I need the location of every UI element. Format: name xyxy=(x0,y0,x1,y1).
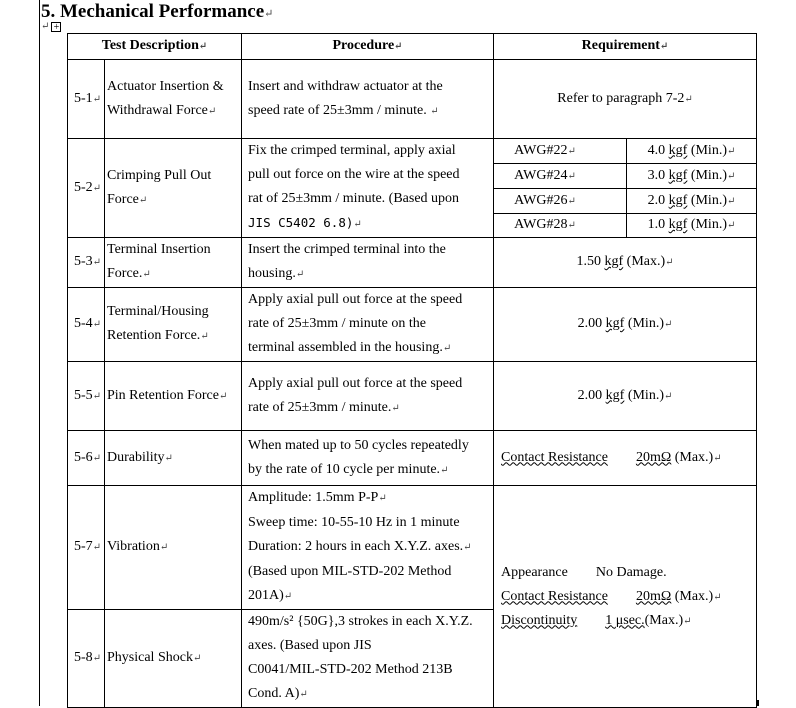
row-number: 5-6↵ xyxy=(68,431,105,486)
table-move-handle-icon[interactable]: + xyxy=(51,22,61,32)
awg-gauge: AWG#22↵ xyxy=(494,139,627,164)
procedure: Amplitude: 1.5mm P-P↵ Sweep time: 10-55-10 Hz in 1 minute Duration: 2 hours in each X.Y.Z. axes.↵ (Based upon MIL-STD-202 Method 201A)↵ xyxy=(242,486,494,610)
awg-force: 2.0 kgf (Min.)↵ xyxy=(627,189,757,214)
table-row xyxy=(68,60,757,139)
procedure: Apply axial pull out force at the speed rate of 25±3mm / minute.↵ xyxy=(242,362,494,431)
requirement: Refer to paragraph 7-2↵ xyxy=(494,60,757,139)
requirement: 2.00 kgf (Min.)↵ xyxy=(494,362,757,431)
test-description: Durability↵ xyxy=(105,431,242,486)
row-number: 5-8↵ xyxy=(68,610,105,708)
table-row xyxy=(68,486,757,610)
header-requirement: Requirement↵ xyxy=(494,34,757,60)
requirement: 2.00 kgf (Min.)↵ xyxy=(494,288,757,362)
table-row xyxy=(68,288,757,362)
mechanical-performance-table xyxy=(67,33,757,708)
page-corner-mark xyxy=(757,700,759,706)
row-number: 5-1↵ xyxy=(68,60,105,139)
awg-gauge: AWG#24↵ xyxy=(494,164,627,189)
test-description: Terminal/Housing Retention Force.↵ xyxy=(105,288,242,362)
test-description: Vibration↵ xyxy=(105,486,242,610)
table-header-row xyxy=(68,34,757,60)
row-number: 5-5↵ xyxy=(68,362,105,431)
test-description: Pin Retention Force↵ xyxy=(105,362,242,431)
header-test-description: Test Description↵ xyxy=(68,34,242,60)
requirement: Appearance No Damage. Contact Resistance 20mΩ (Max.)↵ Discontinuity 1 μsec.(Max.)↵ xyxy=(494,486,757,708)
test-description: Crimping Pull Out Force↵ xyxy=(105,139,242,238)
page-margin-line xyxy=(39,0,40,706)
procedure: Fix the crimped terminal, apply axial pull out force on the wire at the speed rat of 25±3mm / minute. (Based upon JIS C5402 6.8)↵ xyxy=(242,139,494,238)
paragraph-mark: ↵ xyxy=(264,8,274,20)
requirement: Contact Resistance 20mΩ (Max.)↵ xyxy=(494,431,757,486)
row-number: 5-2↵ xyxy=(68,139,105,238)
procedure: Apply axial pull out force at the speed rate of 25±3mm / minute on the terminal assembled in the housing.↵ xyxy=(242,288,494,362)
awg-gauge: AWG#28↵ xyxy=(494,214,627,238)
procedure: 490m/s² {50G},3 strokes in each X.Y.Z. axes. (Based upon JIS C0041/MIL-STD-202 Method 213B Cond. A)↵ xyxy=(242,610,494,708)
test-description: Terminal Insertion Force.↵ xyxy=(105,238,242,288)
procedure: Insert and withdraw actuator at the speed rate of 25±3mm / minute. ↵ xyxy=(242,60,494,139)
test-description: Physical Shock↵ xyxy=(105,610,242,708)
row-number: 5-7↵ xyxy=(68,486,105,610)
header-procedure: Procedure↵ xyxy=(242,34,494,60)
table-row xyxy=(68,238,757,288)
table-tools xyxy=(41,21,61,33)
paragraph-mark: ↵ xyxy=(41,21,50,32)
procedure: When mated up to 50 cycles repeatedly by the rate of 10 cycle per minute.↵ xyxy=(242,431,494,486)
awg-force: 4.0 kgf (Min.)↵ xyxy=(627,139,757,164)
test-description: Actuator Insertion & Withdrawal Force↵ xyxy=(105,60,242,139)
section-heading: 5. Mechanical Performance↵ xyxy=(41,1,274,22)
awg-force: 3.0 kgf (Min.)↵ xyxy=(627,164,757,189)
requirement: 1.50 kgf (Max.)↵ xyxy=(494,238,757,288)
table-row xyxy=(68,362,757,431)
row-number: 5-3↵ xyxy=(68,238,105,288)
awg-gauge: AWG#26↵ xyxy=(494,189,627,214)
awg-force: 1.0 kgf (Min.)↵ xyxy=(627,214,757,238)
table-row xyxy=(68,431,757,486)
procedure: Insert the crimped terminal into the housing.↵ xyxy=(242,238,494,288)
row-number: 5-4↵ xyxy=(68,288,105,362)
table-row xyxy=(68,139,757,164)
